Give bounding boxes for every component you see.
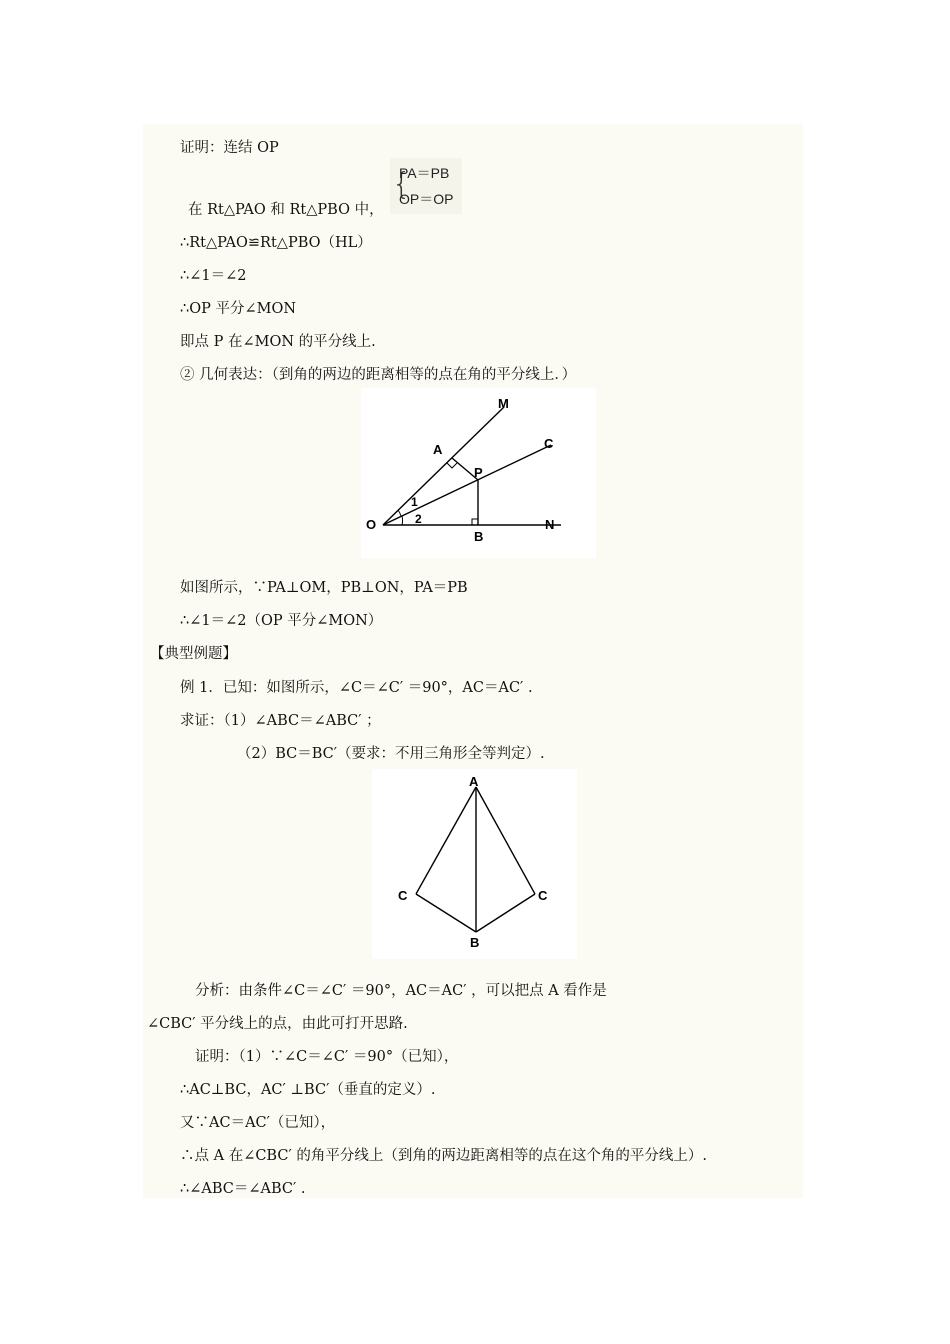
system-eq-2: OP＝OP [399, 191, 454, 207]
example1-given: 例 1．已知：如图所示，∠C＝∠C′ ＝90°，AC＝AC′ . [180, 680, 533, 696]
congruence-line: ∴Rt△PAO≌Rt△PBO（HL） [180, 235, 372, 251]
label-A: A [469, 774, 479, 789]
example1-prove-2: （2）BC＝BC′（要求：不用三角形全等判定）. [237, 746, 545, 762]
geometric-expression-heading: ② 几何表达：（到角的两边的距离相等的点在角的平分线上．） [180, 367, 577, 383]
left-brace: { [392, 167, 412, 202]
figure1-given: 如图所示，∵PA⊥OM，PB⊥ON，PA＝PB [180, 580, 468, 596]
label-O: O [366, 517, 377, 532]
segment-C-prime-B [476, 894, 535, 932]
triangles-context: 在 Rt△PAO 和 Rt△PBO 中， [188, 202, 384, 218]
section-title: 【典型例题】 [150, 646, 237, 662]
label-M: M [498, 396, 509, 411]
proof-intro-line: 证明：连结 OP [180, 140, 279, 156]
analysis-line-2: ∠CBC′ 平分线上的点，由此可打开思路. [147, 1016, 408, 1032]
ray-OC [383, 445, 551, 525]
proof-line-1: 证明：（1）∵∠C＝∠C′ ＝90°（已知）， [195, 1049, 459, 1065]
right-angle-mark-B [472, 519, 478, 525]
system-eq-1: PA＝PB [399, 165, 450, 181]
segment-AC [416, 787, 476, 894]
figure-angle-bisector [361, 388, 596, 558]
proof-line-2: ∴AC⊥BC，AC′ ⊥BC′（垂直的定义）. [180, 1082, 436, 1098]
label-angle-1: 1 [411, 495, 418, 509]
label-C-left: C [398, 888, 408, 903]
proof-line-3: 又∵AC＝AC′（已知）， [180, 1115, 336, 1131]
analysis-line-1: 分析：由条件∠C＝∠C′ ＝90°，AC＝AC′ ，可以把点 A 看作是 [195, 983, 607, 999]
right-angle-mark-A [447, 463, 457, 468]
angle-arc-2 [402, 516, 403, 525]
conclusion-line: 即点 P 在∠MON 的平分线上. [180, 334, 376, 350]
label-B: B [470, 935, 480, 950]
angle-equality-line: ∴∠1＝∠2 [180, 268, 247, 284]
label-angle-2: 2 [415, 512, 422, 526]
figure-kite [372, 769, 577, 959]
proof-line-5: ∴∠ABC＝∠ABC′ . [180, 1181, 306, 1197]
segment-CB [416, 894, 476, 932]
angle-arc-1 [398, 510, 401, 516]
figure1-conclusion: ∴∠1＝∠2（OP 平分∠MON） [180, 613, 383, 629]
label-A: A [433, 442, 443, 457]
label-P: P [474, 465, 483, 480]
proof-line-4: ∴点 A 在∠CBC′ 的角平分线上（到角的两边距离相等的点在这个角的平分线上）. [180, 1148, 707, 1164]
segment-AC-prime [476, 787, 535, 894]
ray-OM [383, 407, 504, 525]
label-C: C [544, 436, 554, 451]
bisector-line: ∴OP 平分∠MON [180, 301, 297, 317]
label-B: B [474, 529, 484, 544]
example1-prove: 求证：（1）∠ABC＝∠ABC′ ； [180, 713, 381, 729]
label-N: N [545, 517, 555, 532]
label-C-right: C [538, 888, 548, 903]
